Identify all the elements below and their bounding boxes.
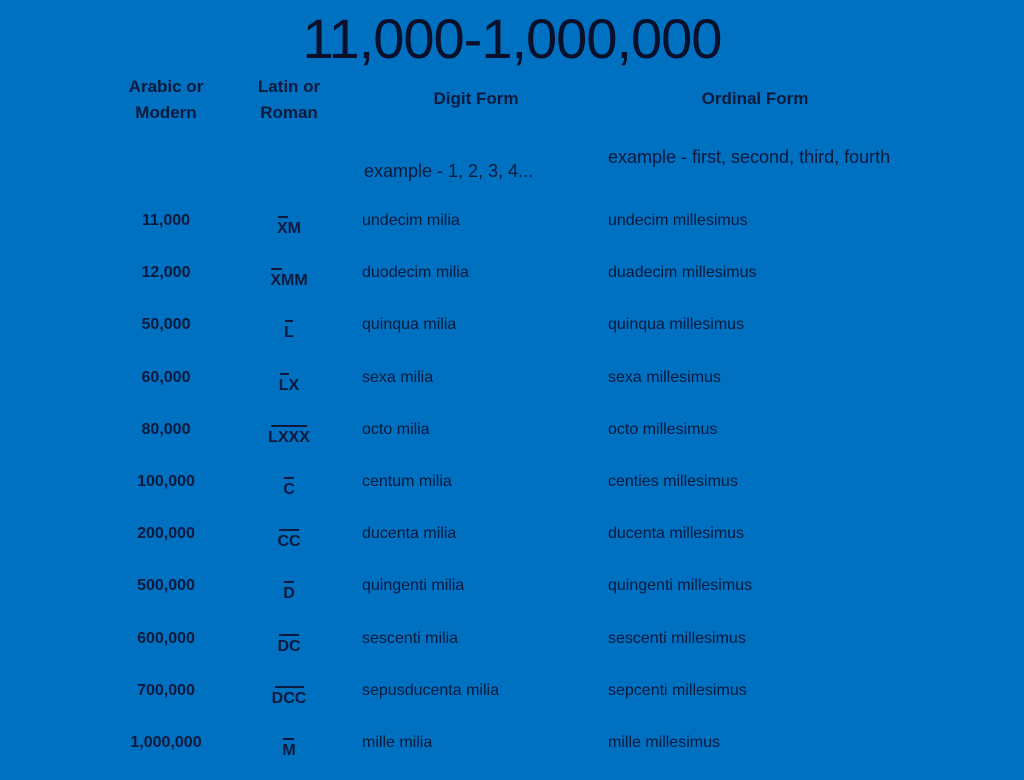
- column-header-arabic: Arabic or Modern: [128, 77, 204, 122]
- roman-numeral-value: DCC: [271, 689, 307, 707]
- overline-bar: [279, 634, 299, 636]
- table-row: [0, 676, 1024, 728]
- roman-numeral-value: LX: [278, 376, 300, 394]
- roman-numeral-text: [272, 688, 307, 710]
- page-title: 11,000-1,000,000: [302, 7, 722, 70]
- digit-form: sepusducenta milia: [362, 681, 499, 699]
- table-row: [0, 310, 1024, 362]
- overline-bar: [279, 529, 299, 531]
- roman-numeral: [230, 636, 348, 658]
- roman-numeral: [230, 688, 348, 710]
- table-row: [0, 258, 1024, 310]
- digit-form: sexa milia: [362, 368, 434, 386]
- ordinal-form: sepcenti millesimus: [608, 681, 747, 699]
- roman-numeral-text: [277, 636, 300, 658]
- ordinal-form: sescenti millesimus: [608, 629, 746, 647]
- roman-numeral-value: DC: [277, 637, 301, 655]
- roman-numeral: [230, 427, 348, 449]
- roman-numeral: [230, 270, 348, 292]
- overline-bar: [284, 581, 294, 583]
- overline-bar: [285, 320, 293, 322]
- arabic-numeral: 1,000,000: [130, 734, 202, 751]
- arabic-numeral: 80,000: [141, 420, 191, 438]
- arabic-numeral: 11,000: [141, 212, 191, 229]
- roman-numeral-value: D: [283, 585, 295, 603]
- roman-numeral-text: [284, 322, 294, 344]
- overline-bar: [271, 425, 307, 427]
- digit-form: sescenti milia: [362, 629, 459, 647]
- roman-numeral: [230, 218, 348, 240]
- arabic-numeral: 60,000: [141, 368, 191, 386]
- roman-numeral-value: C: [283, 481, 295, 498]
- ordinal-form: octo millesimus: [608, 420, 718, 438]
- roman-numeral-text: [270, 270, 307, 292]
- overline-bar: [271, 268, 282, 270]
- roman-numeral: [230, 740, 348, 762]
- column-header-digit: Digit Form: [433, 89, 519, 108]
- overline-bar: [283, 738, 294, 740]
- roman-numeral-value: CC: [277, 533, 301, 551]
- arabic-numeral: 600,000: [137, 629, 195, 647]
- roman-numeral-text: [283, 479, 295, 501]
- digit-form: undecim milia: [362, 212, 460, 229]
- digit-form: mille milia: [362, 734, 433, 751]
- table-row: [0, 467, 1024, 519]
- roman-numeral: [230, 479, 348, 501]
- ordinal-form: ducenta millesimus: [608, 525, 745, 543]
- column-header-ordinal: Ordinal Form: [701, 89, 809, 108]
- table-row: [0, 206, 1024, 258]
- table-row: [0, 519, 1024, 571]
- roman-numeral-value: XMM: [270, 272, 308, 290]
- ordinal-form: duadecim millesimus: [608, 264, 757, 282]
- roman-numeral-text: [282, 740, 295, 762]
- table-row: [0, 728, 1024, 780]
- table-row: [0, 571, 1024, 623]
- digit-form: octo milia: [362, 420, 430, 438]
- digit-form: ducenta milia: [362, 525, 457, 543]
- roman-numeral-text: [283, 583, 295, 605]
- roman-numeral: [230, 531, 348, 553]
- roman-numeral: [230, 583, 348, 605]
- roman-numeral-value: LXXX: [268, 428, 310, 446]
- ordinal-form: quingenti millesimus: [608, 577, 753, 595]
- roman-numeral-text: [268, 427, 310, 449]
- roman-numeral-text: [279, 375, 299, 397]
- ordinal-form: mille millesimus: [608, 734, 721, 751]
- roman-numeral: [230, 375, 348, 397]
- table-row: [0, 624, 1024, 676]
- overline-bar: [278, 216, 288, 218]
- roman-numeral-value: L: [284, 324, 294, 342]
- roman-numeral-value: M: [282, 742, 296, 759]
- roman-numeral-text: [277, 531, 300, 553]
- ordinal-form: sexa millesimus: [608, 368, 721, 386]
- overline-bar: [280, 373, 289, 375]
- roman-numeral-text: [277, 218, 301, 240]
- roman-numeral-value: XM: [277, 220, 301, 237]
- overline-bar: [275, 686, 304, 688]
- ordinal-form-example: example - first, second, third, fourth: [608, 147, 891, 167]
- arabic-numeral: 12,000: [141, 264, 191, 282]
- digit-form: quinqua milia: [362, 316, 457, 334]
- arabic-numeral: 700,000: [137, 681, 195, 699]
- ordinal-form: centies millesimus: [608, 473, 738, 490]
- digit-form-example: example - 1, 2, 3, 4...: [364, 161, 534, 181]
- ordinal-form: undecim millesimus: [608, 212, 748, 229]
- digit-form: duodecim milia: [362, 264, 469, 282]
- arabic-numeral: 100,000: [137, 473, 195, 490]
- roman-numeral: [230, 322, 348, 344]
- column-header-latin: Latin or Roman: [257, 77, 321, 122]
- overline-bar: [284, 477, 294, 479]
- digit-form: centum milia: [362, 473, 452, 490]
- digit-form: quingenti milia: [362, 577, 465, 595]
- table-row: [0, 363, 1024, 415]
- ordinal-form: quinqua millesimus: [608, 316, 745, 334]
- arabic-numeral: 50,000: [141, 316, 191, 334]
- table-row: [0, 415, 1024, 467]
- arabic-numeral: 200,000: [137, 525, 195, 543]
- arabic-numeral: 500,000: [137, 577, 195, 595]
